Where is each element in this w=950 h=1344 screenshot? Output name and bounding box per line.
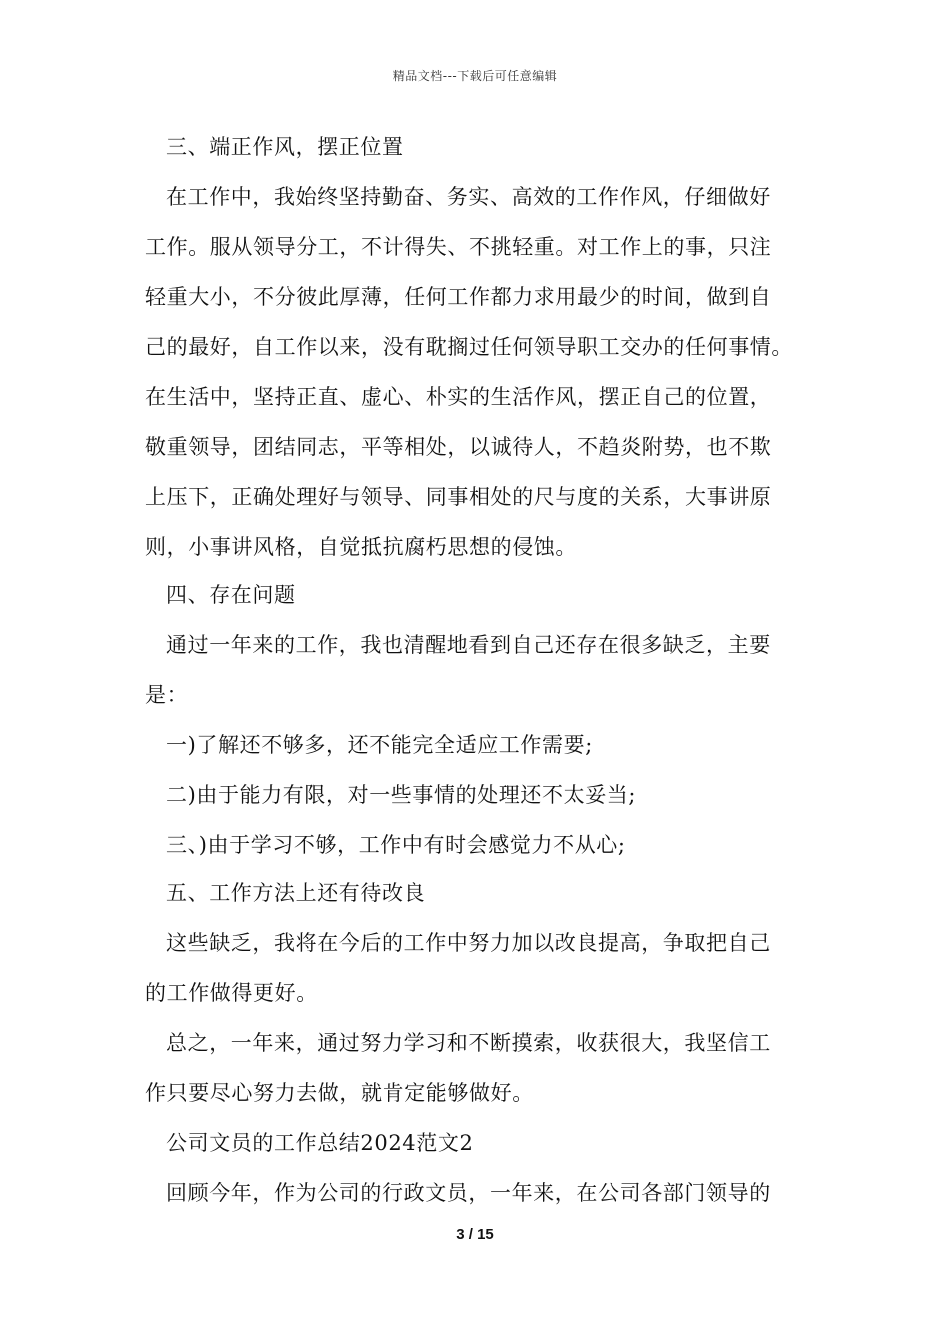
document-title-line: 公司文员的工作总结2024范文2	[166, 1131, 474, 1155]
paragraph-line: 敬重领导，团结同志，平等相处，以诚待人，不趋炎附势，也不欺	[145, 435, 772, 459]
section-heading: 三、端正作风，摆正位置	[166, 135, 404, 159]
paragraph-line: 总之，一年来，通过努力学习和不断摸索，收获很大，我坚信工	[166, 1031, 771, 1055]
page-number: 3 / 15	[456, 1226, 494, 1243]
paragraph-line: 回顾今年，作为公司的行政文员，一年来，在公司各部门领导的	[166, 1181, 771, 1205]
section-heading: 五、工作方法上还有待改良	[166, 881, 426, 905]
paragraph-line: 工作。服从领导分工，不计得失、不挑轻重。对工作上的事，只注	[145, 235, 772, 259]
section-heading: 四、存在问题	[166, 583, 296, 607]
paragraph-line: 这些缺乏，我将在今后的工作中努力加以改良提高，争取把自己	[166, 931, 771, 955]
list-item: 三、)由于学习不够，工作中有时会感觉力不从心;	[166, 833, 626, 857]
paragraph-line: 在生活中，坚持正直、虚心、朴实的生活作风，摆正自己的位置，	[145, 385, 772, 409]
paragraph-line: 己的最好，自工作以来，没有耽搁过任何领导职工交办的任何事情。	[145, 335, 793, 359]
paragraph-line: 的工作做得更好。	[145, 981, 318, 1005]
paragraph-line: 作只要尽心努力去做，就肯定能够做好。	[145, 1081, 534, 1105]
paragraph-line: 是：	[145, 683, 189, 707]
paragraph-line: 上压下，正确处理好与领导、同事相处的尺与度的关系，大事讲原	[145, 485, 772, 509]
page-header: 精品文档---下载后可任意编辑	[392, 69, 558, 83]
paragraph-line: 则，小事讲风格，自觉抵抗腐朽思想的侵蚀。	[145, 535, 577, 559]
list-item: 一)了解还不够多，还不能完全适应工作需要;	[166, 733, 593, 757]
paragraph-line: 在工作中，我始终坚持勤奋、务实、高效的工作作风，仔细做好	[166, 185, 771, 209]
paragraph-line: 轻重大小，不分彼此厚薄，任何工作都力求用最少的时间，做到自	[145, 285, 772, 309]
paragraph-line: 通过一年来的工作，我也清醒地看到自己还存在很多缺乏，主要	[166, 633, 771, 657]
list-item: 二)由于能力有限，对一些事情的处理还不太妥当;	[166, 783, 637, 807]
